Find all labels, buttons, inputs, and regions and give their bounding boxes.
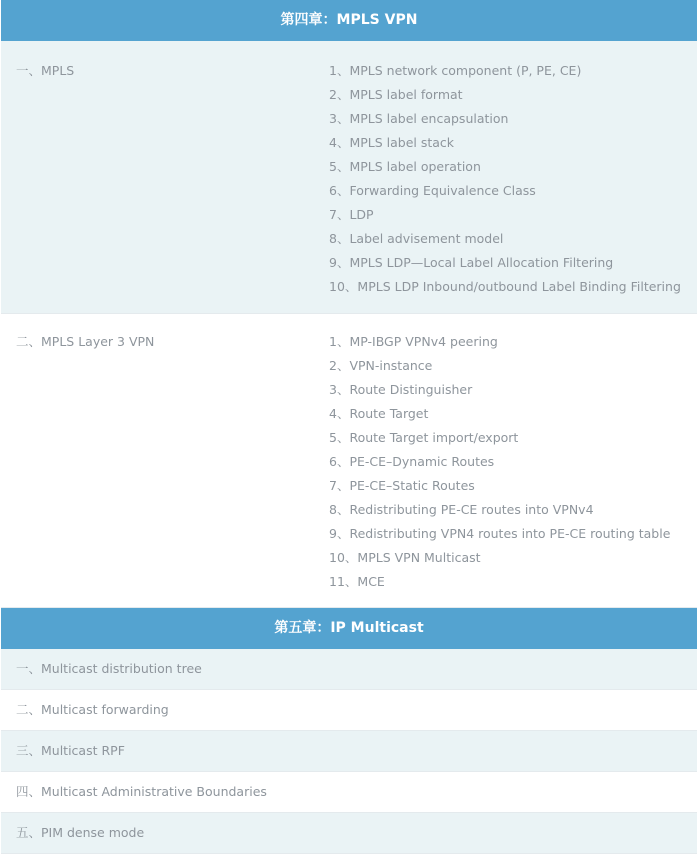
- section-mpls-l3vpn: [1, 314, 697, 608]
- table-row: [1, 772, 697, 813]
- list-item: 5、Route Target import/export: [329, 430, 519, 445]
- list-item: 3、MPLS label encapsulation: [329, 111, 509, 126]
- list-item: 8、Redistributing PE-CE routes into VPNv4: [329, 502, 594, 517]
- table-row: [1, 813, 697, 854]
- list-item: 3、Route Distinguisher: [329, 382, 473, 397]
- topic-label: 四、Multicast Administrative Boundaries: [16, 784, 267, 799]
- chapter-5-header: [1, 608, 697, 649]
- list-item: 10、MPLS VPN Multicast: [329, 550, 481, 565]
- table-row: [1, 690, 697, 731]
- list-item: 9、Redistributing VPN4 routes into PE-CE routing table: [329, 526, 671, 541]
- section-mpls-l3vpn-topics: [329, 330, 670, 594]
- list-item: 8、Label advisement model: [329, 231, 504, 246]
- topic-label: 三、Multicast RPF: [16, 743, 125, 758]
- list-item: 1、MPLS network component (P, PE, CE): [329, 63, 582, 78]
- list-item: 5、MPLS label operation: [329, 159, 481, 174]
- list-item: 9、MPLS LDP—Local Label Allocation Filtering: [329, 255, 614, 270]
- list-item: 1、MP-IBGP VPNv4 peering: [329, 334, 498, 349]
- list-item: 4、Route Target: [329, 406, 429, 421]
- table-row: [1, 649, 697, 690]
- chapter-4-title: 第四章：MPLS VPN: [280, 12, 418, 28]
- table-row: [1, 731, 697, 772]
- section-mpls-label: 一、MPLS: [16, 63, 75, 78]
- chapter-5-title: 第五章：IP Multicast: [274, 620, 424, 636]
- chapter-4-header: [1, 0, 697, 41]
- list-item: 2、MPLS label format: [329, 87, 463, 102]
- topic-label: 一、Multicast distribution tree: [16, 661, 202, 676]
- section-mpls: [1, 41, 697, 314]
- list-item: 6、Forwarding Equivalence Class: [329, 183, 536, 198]
- list-item: 11、MCE: [329, 574, 385, 589]
- list-item: 10、MPLS LDP Inbound/outbound Label Binding Filtering: [329, 279, 681, 294]
- topic-label: 二、Multicast forwarding: [16, 702, 169, 717]
- section-mpls-l3vpn-label: 二、MPLS Layer 3 VPN: [16, 334, 155, 349]
- list-item: 4、MPLS label stack: [329, 135, 455, 150]
- list-item: 6、PE-CE–Dynamic Routes: [329, 454, 495, 469]
- list-item: 7、PE-CE–Static Routes: [329, 478, 475, 493]
- list-item: 2、VPN-instance: [329, 358, 433, 373]
- topic-label: 五、PIM dense mode: [16, 825, 145, 840]
- section-mpls-topics: [329, 59, 681, 299]
- list-item: 7、LDP: [329, 207, 374, 222]
